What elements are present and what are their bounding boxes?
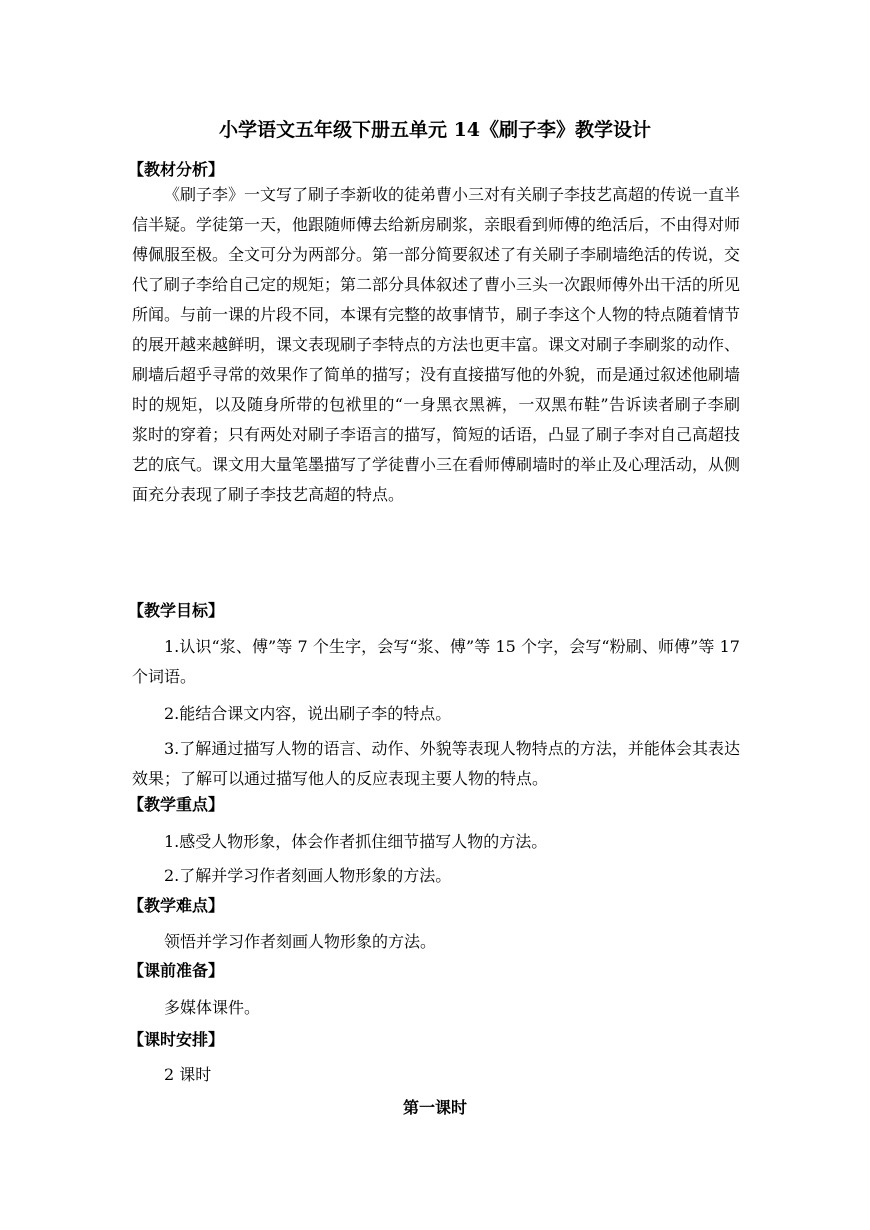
section-heading-difficulties: 【教学难点】: [128, 896, 225, 915]
goal-item-2: 2.能结合课文内容，说出刷子李的特点。: [164, 704, 452, 723]
document-title: 小学语文五年级下册五单元 14《刷子李》教学设计: [218, 119, 652, 141]
section-heading-analysis: 【教材分析】: [128, 160, 225, 179]
section-heading-key-points: 【教学重点】: [128, 795, 225, 814]
key-point-item-1: 1.感受人物形象，体会作者抓住细节描写人物的方法。: [164, 832, 548, 851]
key-point-item-2: 2.了解并学习作者刻画人物形象的方法。: [164, 866, 452, 885]
difficulties-text: 领悟并学习作者刻画人物形象的方法。: [164, 932, 437, 951]
goal-item-3: 3.了解通过描写人物的语言、动作、外貌等表现人物特点的方法，并能体会其表达效果；了解可以通过描写他人的反应表现主要人物的特点。: [132, 739, 740, 788]
section-heading-schedule: 【课时安排】: [128, 1030, 225, 1049]
section-heading-preparation: 【课前准备】: [128, 961, 225, 980]
session-title: 第一课时: [402, 1098, 467, 1117]
section-heading-goals: 【教学目标】: [128, 601, 225, 620]
goal-item-1: 1.认识“浆、傅”等 7 个生字，会写“浆、傅”等 15 个字，会写“粉刷、师傅”等 17 个词语。: [132, 637, 740, 686]
schedule-text: 2 课时: [164, 1065, 212, 1084]
preparation-text: 多媒体课件。: [164, 998, 261, 1017]
analysis-paragraph: 《刷子李》一文写了刷子李新收的徒弟曹小三对有关刷子李技艺高超的传说一直半信半疑。学徒第一天，他跟随师傅去给新房刷浆，亲眼看到师傅的绝活后，不由得对师傅佩服至极。全文可分为两部分。第一部分简要叙述了有关刷子李刷墙绝活的传说，交代了刷子李给自己定的规矩；第二部分具体叙述了曹小三头一次跟师傅外出干活的所见所闻。与前一课的片段不同，本课有完整的故事情节，刷子李这个人物的特点随着情节的展开越来越鲜明，课文表现刷子李特点的方法也更丰富。课文对刷子李刷浆的动作、刷墙后超乎寻常的效果作了简单的描写；没有直接描写他的外貌，而是通过叙述他刷墙时的规矩，以及随身所带的包袱里的“一身黑衣黑裤，一双黑布鞋”告诉读者刷子李刷浆时的穿着；只有两处对刷子李语言的描写，简短的话语，凸显了刷子李对自己高超技艺的底气。课文用大量笔墨描写了学徒曹小三在看师傅刷墙时的举止及心理活动，从侧面充分表现了刷子李技艺高超的特点。: [132, 185, 741, 504]
